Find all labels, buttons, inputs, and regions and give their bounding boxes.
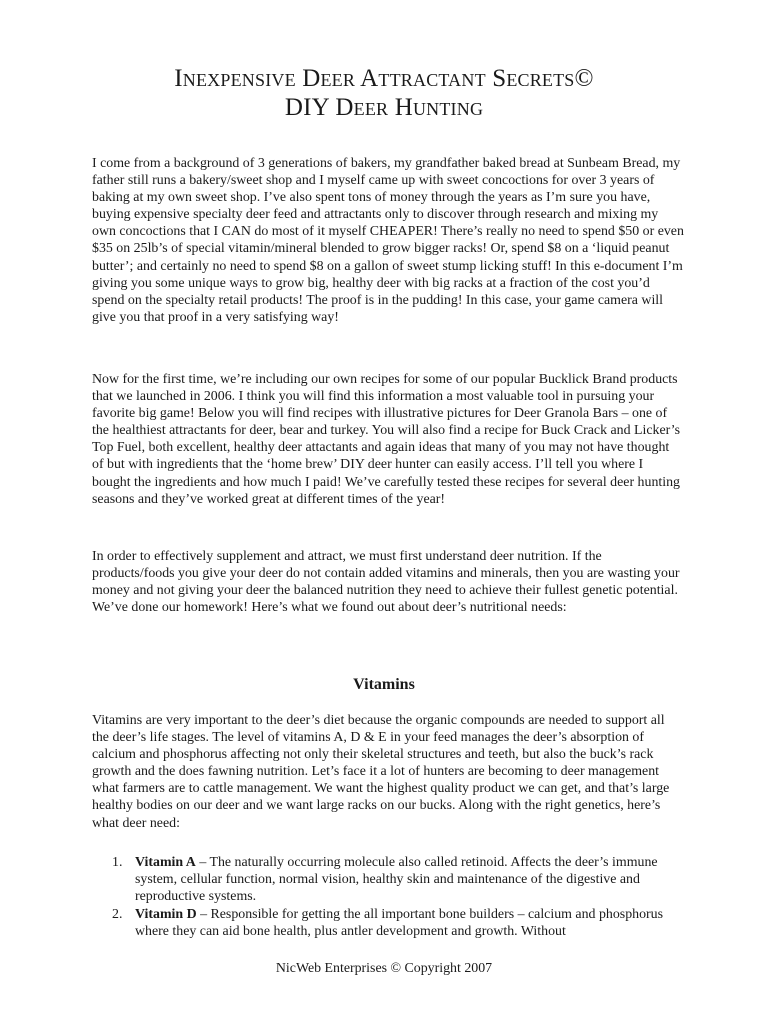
intro-paragraph-3: In order to effectively supplement and attract, we must first understand deer nutrition. If the products/foods you give your deer do not contain added vitamins and minerals, then you are wasting your money and not giving your deer the balanced nutrition they need to achieve their fullest genetic potential. We’ve done our homework! Here’s what we found out about deer’s nutritional needs:	[92, 549, 680, 616]
list-item	[92, 854, 684, 905]
page-footer: NicWeb Enterprises © Copyright 2007	[275, 961, 493, 976]
vitamin-list	[92, 854, 684, 941]
vitamin-name: Vitamin A	[135, 855, 196, 870]
list-item-number: 2.	[112, 907, 123, 923]
vitamins-paragraph: Vitamins are very important to the deer’s diet because the organic compounds are needed to support all the deer’s life stages. The level of vitamins A, D & E in your feed manages the deer’s absorption of calcium and phosphorus affecting not only their skeletal structures and teeth, but also the buck’s rack growth and the does fawning nutrition. Let’s face it a lot of hunters are becoming to deer management what farmers are to cattle management. We want the highest quality product we can get, and that’s large healthy bodies on our deer and we want large racks on our bucks. Along with the right genetics, here’s what deer need:	[92, 713, 670, 831]
vitamin-description: – The naturally occurring molecule also called retinoid. Affects the deer’s immune system, cellular function, normal vision, healthy skin and maintenance of the digestive and reproductive systems.	[135, 855, 658, 905]
vitamin-name: Vitamin D	[135, 907, 197, 923]
list-item-number: 1.	[112, 855, 123, 870]
vitamin-description: – Responsible for getting the all important bone builders – calcium and phosphorus where they can aid bone health, plus antler development and growth. Without	[135, 907, 664, 940]
vitamins-heading: Vitamins	[353, 676, 415, 693]
list-item	[92, 906, 684, 940]
document-title-line-2: DIY Deer Hunting	[284, 94, 484, 121]
document-title-line-1: Inexpensive Deer Attractant Secrets©	[174, 65, 594, 92]
intro-paragraph-2: Now for the first time, we’re including our own recipes for some of our popular Bucklick Brand products that we launched in 2006. I think you will find this information a most valuable tool in pursuing your favorite big game! Below you will find recipes with illustrative pictures for Deer Granola Bars – one of the healthiest attractants for deer, bear and turkey. You will also find a recipe for Buck Crack and Licker’s Top Fuel, both excellent, healthy deer attactants and again ideas that many of you may not have thought of but with ingredients that the ‘home brew’ DIY deer hunter can easily access. I’ll tell you where I bought the ingredients and how much I paid! We’ve carefully tested these recipes for several deer hunting seasons and they’ve worked great at different times of the year!	[92, 372, 681, 507]
intro-paragraph-1: I come from a background of 3 generations of bakers, my grandfather baked bread at Sunbeam Bread, my father still runs a bakery/sweet shop and I myself came up with sweet concoctions for over 3 years of baking at my own sweet shop. I’ve also spent tons of money through the years as I’m sure you have, buying expensive specialty deer feed and attractants only to discover through research and mixing my own concoctions that I CAN do most of it myself CHEAPER! There’s really no need to spend $50 or even $35 on 25lb’s of special vitamin/mineral blended to grow bigger racks! Or, spend $8 on a ‘liquid peanut butter’; and certainly no need to spend $8 on a gallon of sweet stump licking stuff! In this e-document I’m giving you some unique ways to grow big, healthy deer with big racks at a fraction of the cost you’d spend on the specialty retail products! The proof is in the pudding! In this case, your game camera will give you that proof in a very satisfying way!	[92, 156, 684, 325]
